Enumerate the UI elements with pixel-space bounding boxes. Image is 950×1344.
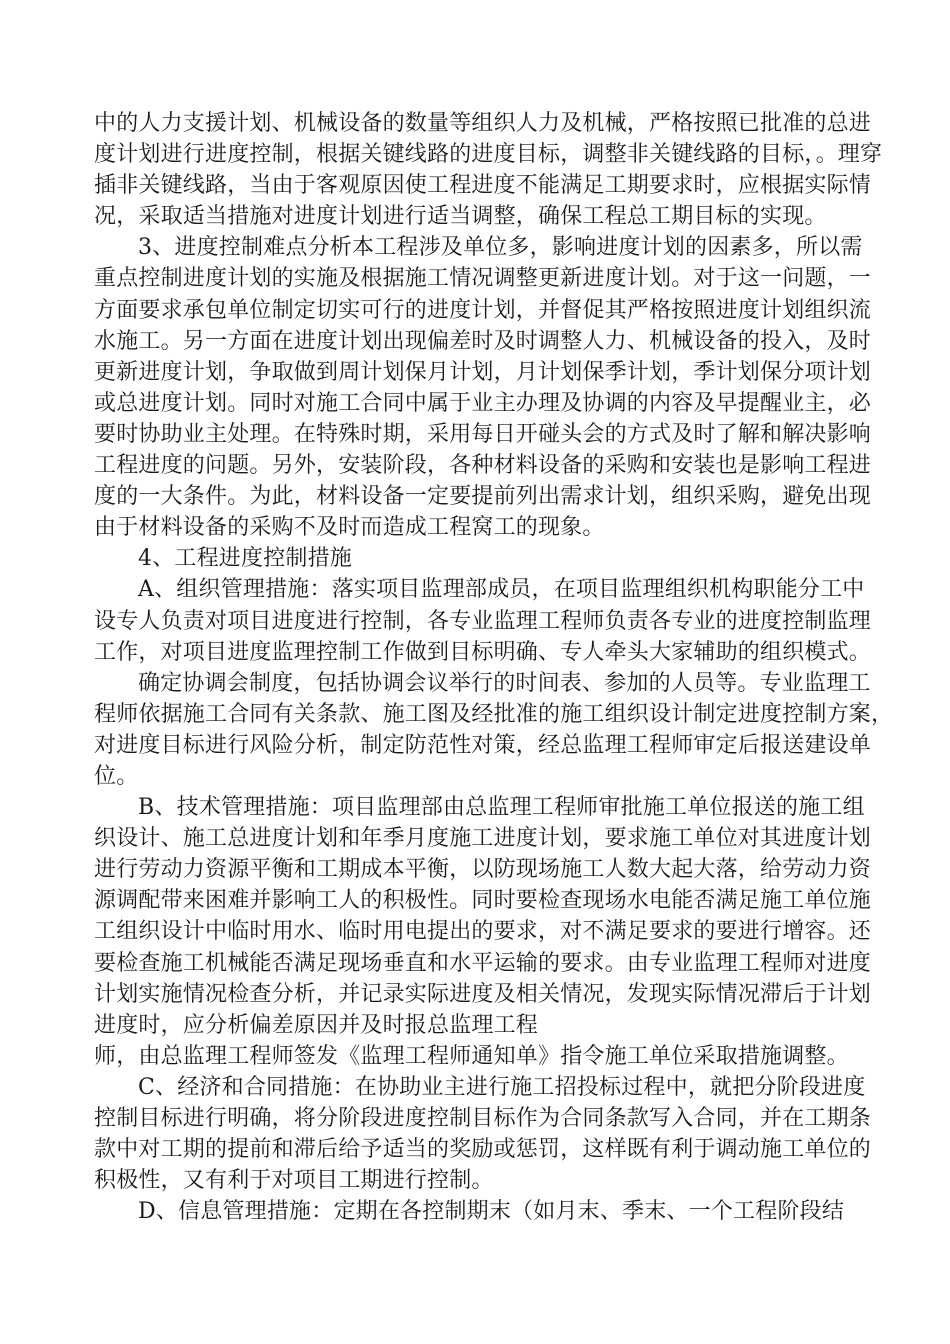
paragraph-start-line: 确定协调会制度，包括协调会议举行的时间表、参加的人员等。专业监理工 — [138, 670, 871, 696]
text-line: 进度时，应分析偏差原因并及时报总监理工程 — [94, 1012, 539, 1038]
text-line: 进行劳动力资源平衡和工期成本平衡，以防现场施工人数大起大落，给劳动力资 — [94, 857, 872, 883]
paragraph-start-line: B、技术管理措施：项目监理部由总监理工程师审批施工单位报送的施工组 — [138, 795, 865, 821]
text-line: 中的人力支援计划、机械设备的数量等组织人力及机械，严格按照已批准的总进 — [94, 111, 872, 136]
text-line: 积极性，又有利于对项目工期进行控制。 — [94, 1168, 494, 1194]
text-line: 控制目标进行明确，将分阶段进度控制目标作为合同条款写入合同，并在工期条 — [94, 1106, 872, 1131]
text-line: 计划实施情况检查分析，并记录实际进度及相关情况，发现实际情况滞后于计划 — [94, 981, 872, 1007]
text-line: 工作，对项目进度监理控制工作做到目标明确、专人牵头大家辅助的组织模式。 — [94, 639, 872, 665]
document-body — [94, 108, 894, 1227]
text-line: 工组织设计中临时用水、临时用电提出的要求，对不满足要求的要进行增容。还 — [94, 919, 872, 945]
paragraph-start-line: 4、工程进度控制措施 — [138, 546, 352, 572]
paragraph-start-line: 3、进度控制难点分析本工程涉及单位多，影响进度计划的因素多，所以需 — [138, 235, 863, 261]
text-line: 水施工。另一方面在进度计划出现偏差时及时调整人力、机械设备的投入，及时 — [94, 328, 872, 354]
paragraph-start-line: A、组织管理措施：落实项目监理部成员，在项目监理组织机构职能分工中 — [138, 577, 865, 603]
text-line: 插非关键线路，当由于客观原因使工程进度不能满足工期要求时，应根据实际情 — [94, 173, 872, 199]
text-line: 要检查施工机械能否满足现场垂直和水平运输的要求。由专业监理工程师对进度 — [94, 950, 872, 976]
text-line: 源调配带来困难并影响工人的积极性。同时要检查现场水电能否满足施工单位施 — [94, 888, 872, 914]
text-line: 况，采取适当措施对进度计划进行适当调整，确保工程总工期目标的实现。 — [94, 204, 827, 230]
paragraph-start-line: D、信息管理措施：定期在各控制期末（如月末、季末、一个工程阶段结 — [138, 1199, 845, 1225]
text-line: 要时协助业主处理。在特殊时期，采用每日开碰头会的方式及时了解和解决影响 — [94, 421, 872, 447]
text-line: 重点控制进度计划的实施及根据施工情况调整更新进度计划。对于这一问题，一 — [94, 266, 872, 292]
text-line: 对进度目标进行风险分析，制定防范性对策，经总监理工程师审定后报送建设单 — [94, 732, 872, 758]
text-line: 织设计、施工总进度计划和年季月度施工进度计划，要求施工单位对其进度计划 — [94, 826, 872, 852]
text-line: 款中对工期的提前和滞后给予适当的奖励或惩罚，这样既有利于调动施工单位的 — [94, 1137, 872, 1163]
text-line: 工程进度的问题。另外，安装阶段，各种材料设备的采购和安装也是影响工程进 — [94, 453, 872, 479]
text-line: 位。 — [94, 763, 139, 789]
text-line: 或总进度计划。同时对施工合同中属于业主办理及协调的内容及早提醒业主，必 — [94, 390, 872, 416]
text-line: 更新进度计划，争取做到周计划保月计划，月计划保季计划，季计划保分项计划 — [94, 359, 872, 385]
paragraph-start-line: C、经济和合同措施：在协助业主进行施工招投标过程中，就把分阶段进度 — [138, 1074, 866, 1100]
text-line: 度计划进行进度控制，根据关键线路的进度目标，调整非关键线路的目标，。理穿 — [94, 142, 883, 168]
text-line: 程师依据施工合同有关条款、施工图及经批准的施工组织设计制定进度控制方案， — [94, 701, 894, 727]
text-line: 师，由总监理工程师签发《监理工程师通知单》指令施工单位采取措施调整。 — [94, 1043, 849, 1069]
text-line: 设专人负责对项目进度进行控制，各专业监理工程师负责各专业的进度控制监理 — [94, 608, 872, 634]
text-line: 由于材料设备的采购不及时而造成工程窝工的现象。 — [94, 515, 605, 541]
text-line: 方面要求承包单位制定切实可行的进度计划，并督促其严格按照进度计划组织流 — [94, 297, 872, 323]
text-line: 度的一大条件。为此，材料设备一定要提前列出需求计划，组织采购，避免出现 — [94, 484, 872, 510]
